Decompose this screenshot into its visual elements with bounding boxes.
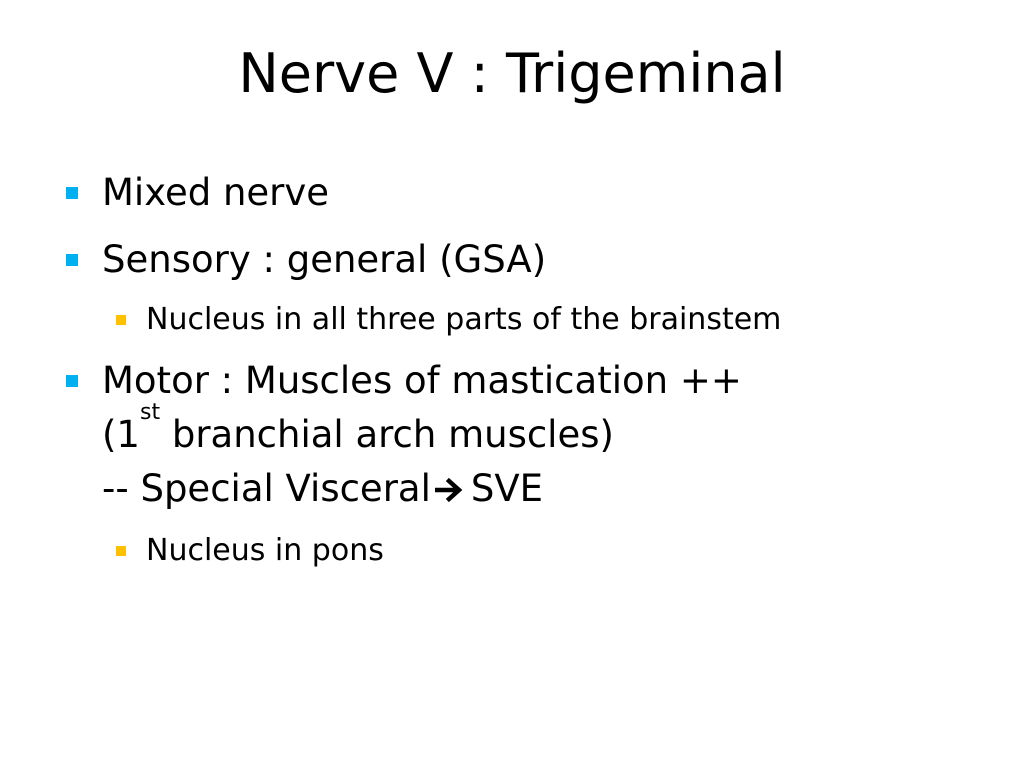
slide-title: Nerve V : Trigeminal	[238, 42, 786, 105]
square-bullet-icon	[66, 187, 78, 199]
sub-bullet-item-nucleus-brainstem	[146, 300, 781, 340]
sub-bullet-text: Nucleus in all three parts of the brainstem	[146, 302, 782, 337]
sub-bullet-text: Nucleus in pons	[146, 533, 384, 568]
bullet-text: Mixed nerve	[102, 171, 330, 214]
line-2-prefix: (1	[102, 413, 140, 456]
bullet-text-line-1: Motor : Muscles of mastication ++	[102, 359, 742, 402]
bullet-item-motor	[102, 354, 742, 516]
square-bullet-icon	[116, 315, 126, 325]
square-bullet-icon	[66, 375, 78, 387]
bullet-text-line-2	[102, 400, 742, 462]
superscript-ordinal: st	[139, 400, 161, 425]
square-bullet-icon	[116, 546, 126, 556]
line-3-prefix: -- Special Visceral	[102, 467, 431, 510]
line-3-suffix: SVE	[470, 467, 544, 510]
sub-bullet-item-nucleus-pons	[146, 531, 384, 571]
bullet-text: Sensory : general (GSA)	[102, 238, 547, 281]
bullet-item-sensory	[102, 233, 546, 287]
bullet-item-mixed-nerve	[102, 166, 329, 220]
right-arrow-icon	[435, 476, 465, 504]
bullet-text-line-3	[102, 462, 742, 516]
square-bullet-icon	[66, 254, 78, 266]
line-2-suffix: branchial arch muscles)	[160, 413, 614, 456]
